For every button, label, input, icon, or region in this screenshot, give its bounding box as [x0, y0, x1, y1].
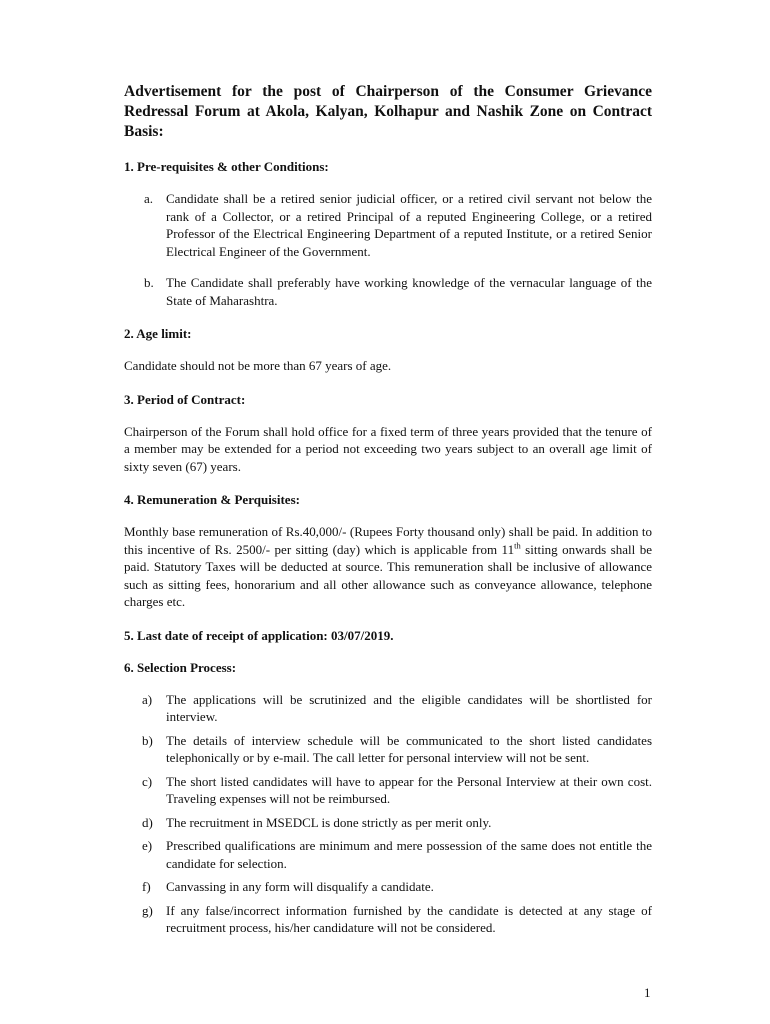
list-item-text: The Candidate shall preferably have working knowledge of the vernacular language of the State of Maharashtra.: [166, 275, 652, 308]
document-body: [124, 82, 652, 953]
list-item: [124, 814, 652, 832]
list-item-text: If any false/incorrect information furnished by the candidate is detected at any stage of recruitment process, his/her candidature will not be considered.: [166, 902, 652, 935]
list-item: [124, 691, 652, 726]
list-item-text: The recruitment in MSEDCL is done strictly as per merit only.: [166, 814, 492, 830]
list-item: [124, 837, 652, 872]
list-item-text: The applications will be scrutinized and the eligible candidates will be shortlisted for interview.: [166, 691, 652, 724]
list-item: [124, 732, 652, 767]
list-item: [124, 902, 652, 937]
section-2-heading: 2. Age limit:: [124, 326, 192, 341]
list-item-text: Candidate shall be a retired senior judicial officer, or a retired civil servant not below the rank of a Collector, or a retired Principal of a reputed Engineering College, or a retired Professor of the Electrical Engineering Department of a reputed Institute, or a retired Senior Electrical Engineer of the Government.: [166, 191, 652, 259]
list-item-text: Canvassing in any form will disqualify a candidate.: [166, 879, 434, 894]
document-title: Advertisement for the post of Chairperson of the Consumer Grievance Redressal Forum at Akola, Kalyan, Kolhapur and Nashik Zone on Contract Basis:: [124, 83, 652, 140]
list-item: [124, 773, 652, 808]
list-marker: f): [142, 879, 151, 894]
list-item: [124, 878, 652, 896]
list-marker: e): [142, 838, 153, 853]
list-marker: b): [142, 732, 153, 748]
list-marker: c): [142, 773, 153, 789]
age-limit-text: Candidate should not be more than 67 years of age.: [124, 358, 392, 373]
ordinal-superscript: th: [514, 540, 521, 551]
list-item: [124, 190, 652, 260]
list-marker: g): [142, 902, 153, 918]
list-marker: b.: [144, 275, 154, 290]
list-marker: a.: [144, 191, 154, 206]
selection-process-list: [124, 691, 652, 937]
list-marker: a): [142, 691, 153, 707]
list-item-text: The short listed candidates will have to appear for the Personal Interview at their own cost. Traveling expenses will not be reimbursed.: [166, 773, 652, 806]
section-1-heading: 1. Pre-requisites & other Conditions:: [124, 159, 329, 174]
list-item: [124, 274, 652, 309]
list-marker: d): [142, 814, 153, 830]
remuneration-text: [124, 523, 652, 611]
section-4-heading: 4. Remuneration & Perquisites:: [124, 492, 300, 507]
contract-period-text: Chairperson of the Forum shall hold office for a fixed term of three years provided that the tenure of a member may be extended for a period not exceeding two years subject to an overall age limit of sixty seven (67) years.: [124, 423, 652, 474]
section-6-heading: 6. Selection Process:: [124, 659, 237, 675]
section-5-heading: 5. Last date of receipt of application: 03/07/2019.: [124, 627, 394, 643]
prerequisites-list: [124, 190, 652, 309]
remuneration-text-part-1: Monthly base remuneration of Rs.40,000/- (Rupees Forty thousand only) shall be paid. In addition to this incentive of Rs. 2500/- per sitting (day) which is applicable from 11: [124, 524, 652, 557]
section-3-heading: 3. Period of Contract:: [124, 391, 246, 407]
page-number: 1: [644, 985, 651, 1000]
remuneration-text-part-2: sitting onwards shall be paid. Statutory Taxes will be deducted at source. This remuneration shall be inclusive of allowance such as sitting fees, honorarium and all other allowance such as conveyance allowance, telephone charges etc.: [124, 541, 652, 609]
list-item-text: Prescribed qualifications are minimum and mere possession of the same does not entitle the candidate for selection.: [166, 838, 652, 871]
list-item-text: The details of interview schedule will be communicated to the short listed candidates telephonically or by e-mail. The call letter for personal interview will not be sent.: [166, 732, 652, 765]
